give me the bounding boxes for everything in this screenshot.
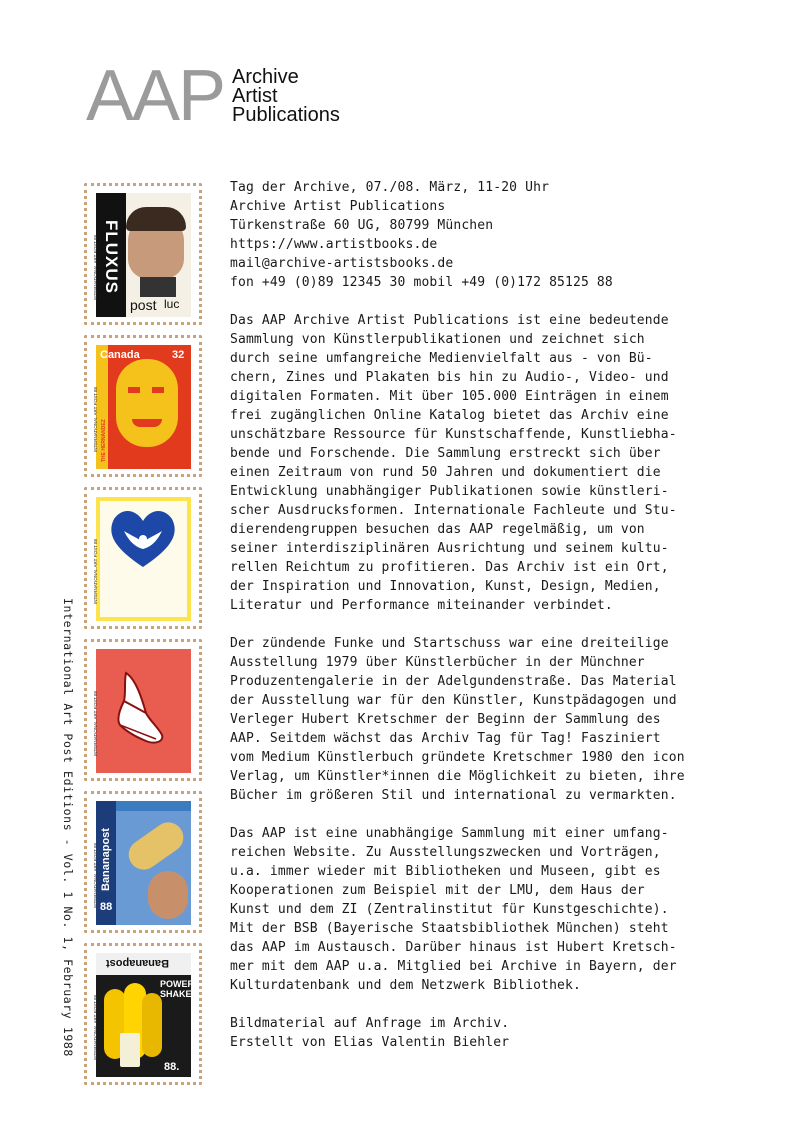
banana-stamp-art	[96, 801, 191, 925]
organisation-line: Archive Artist Publications	[230, 199, 446, 214]
text-line: Das AAP ist eine unabhängige Sammlung mit einer umfang-	[230, 826, 669, 841]
paragraph-intro	[230, 311, 770, 615]
text-line: mer mit dem AAP u.a. Mitglied bei Archive in Bayern, der	[230, 959, 677, 974]
website-link[interactable]: https://www.artistbooks.de	[230, 237, 438, 252]
text-line: Verlag, um Künstler*innen die Möglichkeit zu bieten, ihre	[230, 769, 685, 784]
logo-wordmark	[232, 68, 372, 125]
text-line: unschätzbare Ressource für Kunstschaffende, Kunstliebha-	[230, 427, 677, 442]
text-line: Sammlung von Künstlerpublikationen und zeichnet sich	[230, 332, 645, 347]
text-line: chern, Zines und Plakaten bis hin zu Audio-, Video- und	[230, 370, 669, 385]
text-line: rellen Reichtum zu profitieren. Das Archiv ist ein Ort,	[230, 560, 669, 575]
side-text: International Art Post Editions - Vol. 1 No. 1, February 1988	[61, 598, 75, 1057]
text-line: frei zugänglichen Online Katalog bietet das Archiv eine	[230, 408, 669, 423]
text-line: Das AAP Archive Artist Publications ist eine bedeutende	[230, 313, 669, 328]
dove-stamp	[84, 487, 202, 629]
text-line: digitalen Formaten. Mit über 105.000 Einträgen in einem	[230, 389, 669, 404]
text-line: einen Zeitraum von rund 50 Jahren und dokumentiert die	[230, 465, 661, 480]
shake-stamp-slogan-1: POWER	[160, 979, 195, 989]
banana-stamp-value: 88	[100, 901, 113, 913]
contact-block	[230, 178, 770, 292]
stamp-caption: INTERNATIONAL ART POST 88	[93, 690, 98, 756]
shake-stamp-slogan-2: SHAKE!	[160, 989, 195, 999]
shoe-stamp	[84, 639, 202, 781]
banana-stamp	[84, 791, 202, 933]
phone-line: fon +49 (0)89 12345 30 mobil +49 (0)172 85125 88	[230, 275, 613, 290]
text-line: u.a. immer wieder mit Bibliotheken und Museen, gibt es	[230, 864, 661, 879]
text-line: Der zündende Funke und Startschuss war eine dreiteilige	[230, 636, 669, 651]
flux-stamp-luc: luc	[164, 297, 180, 311]
canada-stamp-art	[96, 345, 191, 469]
logo-word-artist: Artist	[232, 85, 278, 107]
text-line: AAP. Seitdem wächst das Archiv Tag für Tag! Fasziniert	[230, 731, 661, 746]
email-link[interactable]: mail@archive-artistsbooks.de	[230, 256, 454, 271]
heart-dove-icon	[96, 497, 191, 621]
paragraph-cooperation	[230, 824, 770, 995]
text-line: durch seine umfangreiche Medienvielfalt aus - von Bü-	[230, 351, 653, 366]
press-text	[230, 178, 770, 1071]
banana-stamp-label: Bananapost	[100, 828, 112, 891]
event-line: Tag der Archive, 07./08. März, 11-20 Uhr	[230, 180, 550, 195]
logo-mark: AAP	[86, 56, 225, 136]
stamp-caption: INTERNATIONAL ART POST 88	[93, 994, 98, 1060]
text-line: der Inspiration und Innovation, Kunst, Design, Medien,	[230, 579, 661, 594]
canada-stamp	[84, 335, 202, 477]
text-line: dierendengruppen besuchen das AAP regelmäßig, um von	[230, 522, 645, 537]
text-line: bende und Forschende. Die Sammlung erstreckt sich über	[230, 446, 661, 461]
logo-word-publications: Publications	[232, 104, 340, 126]
text-line: Bildmaterial auf Anfrage im Archiv.	[230, 1016, 510, 1031]
shake-stamp-art	[96, 953, 195, 1077]
text-line: Produzentengalerie in der Adelgundenstraße. Das Material	[230, 674, 677, 689]
canada-stamp-side-label: THE HERNANDEZ	[101, 419, 107, 462]
canada-stamp-country: Canada	[100, 349, 140, 361]
flux-stamp-art	[96, 193, 191, 317]
text-line: vom Medium Künstlerbuch gründete Kretschmer 1980 den icon	[230, 750, 685, 765]
flux-stamp-title: FLUXUS	[102, 220, 121, 294]
canada-stamp-value: 32	[172, 349, 185, 361]
text-line: Literatur und Performance miteinander verbindet.	[230, 598, 613, 613]
shake-stamp-value: 88.	[164, 1061, 180, 1073]
text-line: Erstellt von Elias Valentin Biehler	[230, 1035, 510, 1050]
text-line: Bücher im größeren Stil und international zu vermarkten.	[230, 788, 677, 803]
text-line: reichen Website. Zu Ausstellungszwecken und Vorträgen,	[230, 845, 661, 860]
text-line: seiner interdisziplinären Ausrichtung und seinem kultu-	[230, 541, 669, 556]
text-line: Ausstellung 1979 über Künstlerbücher in der Münchner	[230, 655, 645, 670]
shake-stamp	[84, 943, 202, 1085]
text-line: scher Ausdrucksformen. Internationale Fachleute und Stu-	[230, 503, 677, 518]
stamp-caption: INTERNATIONAL ART POST 88	[93, 538, 98, 604]
shoe-icon	[96, 649, 191, 773]
text-line: Kunst und dem ZI (Zentralinstitut für Kunstgeschichte).	[230, 902, 669, 917]
paragraph-credits	[230, 1014, 770, 1052]
shoe-stamp-art	[96, 649, 191, 773]
stamp-caption: INTERNATIONAL ART POST 88	[93, 386, 98, 452]
stamp-column	[84, 183, 202, 1095]
shake-stamp-label: Bananapost	[106, 957, 169, 969]
logo-word-archive: Archive	[232, 66, 299, 88]
text-line: der Ausstellung war für den Künstler, Kunstpädagogen und	[230, 693, 677, 708]
text-line: Kulturdatenbank und dem Netzwerk Bibliothek.	[230, 978, 581, 993]
flux-stamp	[84, 183, 202, 325]
paragraph-history	[230, 634, 770, 805]
dove-stamp-art	[96, 497, 191, 621]
flux-stamp-post: post	[130, 297, 157, 313]
text-line: Kooperationen zum Beispiel mit der LMU, dem Haus der	[230, 883, 645, 898]
stamp-caption: INTERNATIONAL ART POST 88	[93, 234, 98, 300]
text-line: Verleger Hubert Kretschmer der Beginn der Sammlung des	[230, 712, 661, 727]
text-line: Mit der BSB (Bayerische Staatsbibliothek München) steht	[230, 921, 669, 936]
stamp-caption: INTERNATIONAL ART POST 88	[93, 842, 98, 908]
address-line: Türkenstraße 60 UG, 80799 München	[230, 218, 494, 233]
text-line: das AAP im Austausch. Darüber hinaus ist Hubert Kretsch-	[230, 940, 677, 955]
text-line: Entwicklung unabhängiger Publikationen sowie künstleri-	[230, 484, 669, 499]
